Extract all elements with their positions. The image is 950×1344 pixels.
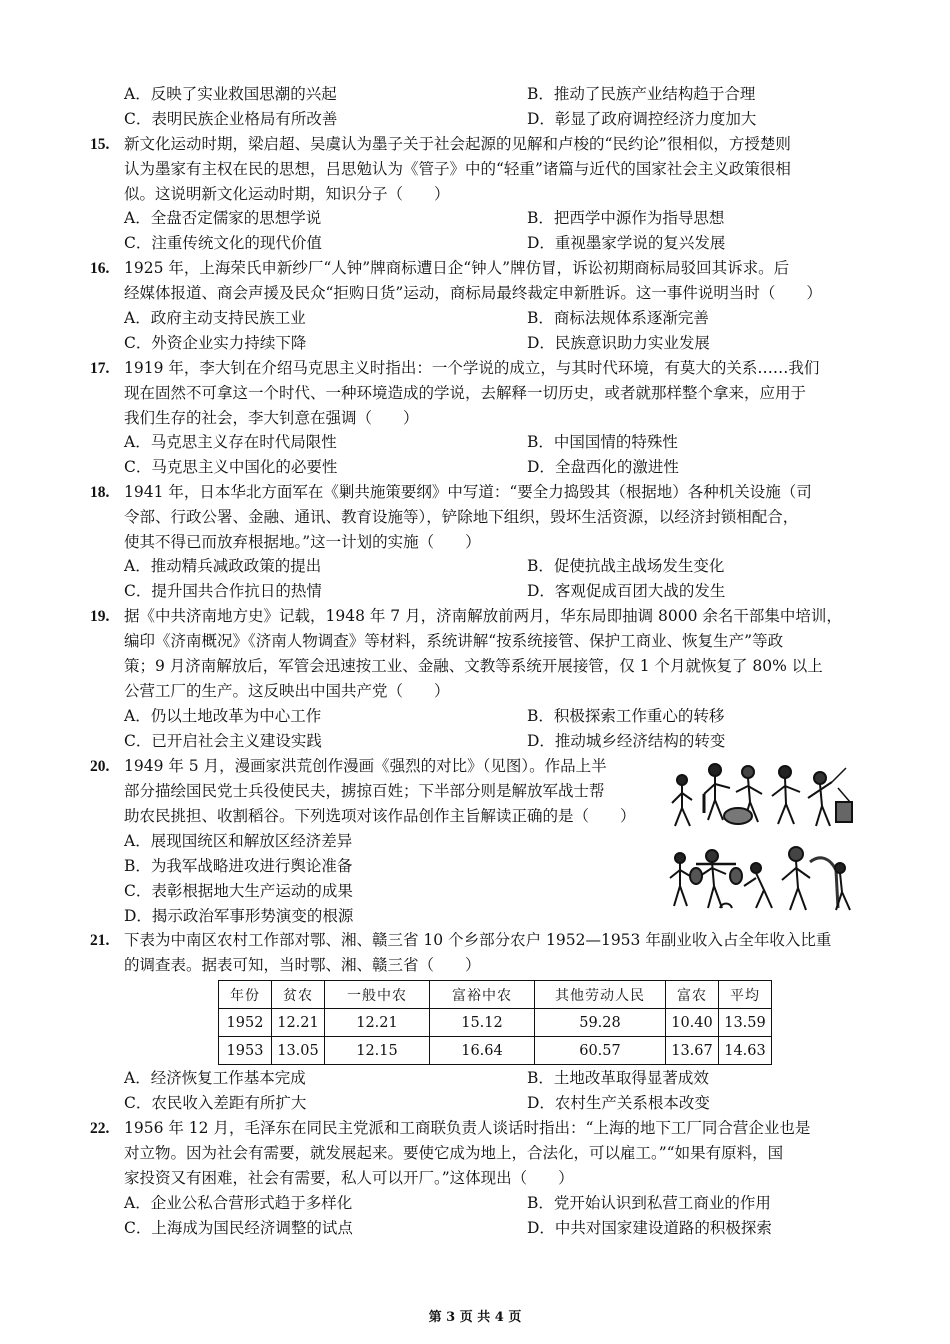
q17-option-b[interactable]: B．中国国情的特殊性	[527, 433, 678, 451]
table-header-cell: 贫农	[272, 981, 325, 1009]
q15-option-c[interactable]: C．注重传统文化的现代价值	[124, 234, 322, 252]
q20-stem-line-1: 1949 年 5 月，漫画家洪荒创作漫画《强烈的对比》（见图）。作品上半	[124, 757, 607, 775]
table-cell: 13.59	[719, 1009, 772, 1037]
table-header-cell: 年份	[219, 981, 272, 1009]
q22-stem-line-3: 家投资又有困难，社会有需要，私人可以开厂。”这体现出（ ）	[124, 1169, 574, 1187]
table-cell: 16.64	[430, 1037, 535, 1065]
q21-stem-line-2: 的调查表。据表可知，当时鄂、湘、赣三省（ ）	[124, 956, 481, 974]
q17-stem-line-2: 现在固然不可拿这一个时代、一种环境造成的学说，去解释一切历史，或者就那样整个拿来，应用于	[124, 384, 807, 402]
cartoon-illustration	[660, 758, 860, 928]
table-cell: 12.21	[272, 1009, 325, 1037]
q19-number: 19.	[90, 608, 110, 625]
q17-option-d[interactable]: D．全盘西化的激进性	[527, 458, 679, 476]
cartoon-top-panel	[672, 764, 852, 826]
table-header-cell: 平均	[719, 981, 772, 1009]
q14-option-a[interactable]: A．反映了实业救国思潮的兴起	[124, 85, 337, 103]
table-header-cell: 富裕中农	[430, 981, 535, 1009]
table-cell: 12.21	[325, 1009, 430, 1037]
q19-option-a[interactable]: A．仍以土地改革为中心工作	[124, 707, 322, 725]
q18-stem-line-1: 1941 年，日本华北方面军在《剿共施策要纲》中写道：“要全力捣毁其（根据地）各种机关设施（司	[124, 483, 812, 501]
table-header-cell: 其他劳动人民	[535, 981, 666, 1009]
q15-option-d[interactable]: D．重视墨家学说的复兴发展	[527, 234, 726, 252]
q22-stem-line-1: 1956 年 12 月，毛泽东在同民主党派和工商联负责人谈话时指出：“上海的地下工厂同合营企业也是	[124, 1119, 811, 1137]
q16-option-d[interactable]: D．民族意识助力实业发展	[527, 334, 710, 352]
q17-stem-line-3: 我们生存的社会，李大钊意在强调（ ）	[124, 409, 419, 427]
q15-stem-line-3: 似。这说明新文化运动时期，知识分子（ ）	[124, 185, 450, 203]
q16-stem-line-2: 经媒体报道、商会声援及民众“拒购日货”运动，商标局最终裁定申新胜诉。这一事件说明当时（ ）	[124, 284, 822, 302]
table-header-row	[219, 981, 772, 1009]
q22-option-d[interactable]: D．中共对国家建设道路的积极探索	[527, 1219, 772, 1237]
q19-option-d[interactable]: D．推动城乡经济结构的转变	[527, 732, 726, 750]
q22-stem-line-2: 对立物。因为社会有需要，就发展起来。要使它成为地上，合法化，可以雇工。”“如果有原料，国	[124, 1144, 784, 1162]
table-cell: 13.67	[666, 1037, 719, 1065]
q18-option-c[interactable]: C．提升国共合作抗日的热情	[124, 582, 322, 600]
q21-option-a[interactable]: A．经济恢复工作基本完成	[124, 1069, 306, 1087]
q21-option-c[interactable]: C．农民收入差距有所扩大	[124, 1094, 307, 1112]
table-cell: 1952	[219, 1009, 272, 1037]
q14-option-b[interactable]: B．推动了民族产业结构趋于合理	[527, 85, 756, 103]
q19-stem-line-3: 策；9 月济南解放后，军管会迅速按工业、金融、文教等系统开展接管，仅 1 个月就恢复了 80% 以上	[124, 657, 823, 675]
q20-option-b[interactable]: B．为我军战略进攻进行舆论准备	[124, 857, 353, 875]
q15-option-b[interactable]: B．把西学中源作为指导思想	[527, 209, 725, 227]
q16-number: 16.	[90, 260, 110, 277]
q20-option-a[interactable]: A．展现国统区和解放区经济差异	[124, 832, 353, 850]
table-cell: 12.15	[325, 1037, 430, 1065]
table-cell: 10.40	[666, 1009, 719, 1037]
q22-number: 22.	[90, 1120, 110, 1137]
q21-option-b[interactable]: B．土地改革取得显著成效	[527, 1069, 709, 1087]
q15-option-a[interactable]: A．全盘否定儒家的思想学说	[124, 209, 322, 227]
q20-number: 20.	[90, 758, 110, 775]
q19-stem-line-2: 编印《济南概况》《济南人物调查》等材料，系统讲解“按系统接管、保护工商业、恢复生产”等政	[124, 632, 784, 650]
q22-option-c[interactable]: C．上海成为国民经济调整的试点	[124, 1219, 353, 1237]
q15-number: 15.	[90, 136, 110, 153]
table-cell: 15.12	[430, 1009, 535, 1037]
q16-option-a[interactable]: A．政府主动支持民族工业	[124, 309, 306, 327]
table-header-cell: 一般中农	[325, 981, 430, 1009]
page-footer: 第 3 页 共 4 页	[428, 1310, 522, 1325]
q19-option-c[interactable]: C．已开启社会主义建设实践	[124, 732, 322, 750]
table-row	[219, 1009, 772, 1037]
q20-option-d[interactable]: D．揭示政治军事形势演变的根源	[124, 907, 354, 925]
q19-stem-line-1: 据《中共济南地方史》记载，1948 年 7 月，济南解放前两月，华东局即抽调 8000 余名干部集中培训，	[124, 607, 842, 625]
q17-option-a[interactable]: A．马克思主义存在时代局限性	[124, 433, 337, 451]
table-cell: 59.28	[535, 1009, 666, 1037]
q21-option-d[interactable]: D．农村生产关系根本改变	[527, 1094, 710, 1112]
q17-option-c[interactable]: C．马克思主义中国化的必要性	[124, 458, 338, 476]
q22-option-b[interactable]: B．党开始认识到私营工商业的作用	[527, 1194, 771, 1212]
q15-stem-line-1: 新文化运动时期，梁启超、吴虞认为墨子关于社会起源的见解和卢梭的“民约论”很相似，方授楚则	[124, 135, 791, 153]
q20-stem-line-2: 部分描绘国民党士兵役使民夫，掳掠百姓；下半部分则是解放军战士帮	[124, 782, 605, 800]
q17-stem-line-1: 1919 年，李大钊在介绍马克思主义时指出：一个学说的成立，与其时代环境，有莫大的关系……我们	[124, 359, 820, 377]
q16-stem-line-1: 1925 年，上海荣氏申新纱厂“人钟”牌商标遭日企“钟人”牌仿冒，诉讼初期商标局驳回其诉求。后	[124, 259, 790, 277]
survey-table	[218, 980, 772, 1065]
table-header-cell: 富农	[666, 981, 719, 1009]
q15-stem-line-2: 认为墨家有主权在民的思想，吕思勉认为《管子》中的“轻重”诸篇与近代的国家社会主义政策很相	[124, 160, 791, 178]
q18-number: 18.	[90, 484, 110, 501]
table-cell: 60.57	[535, 1037, 666, 1065]
q22-option-a[interactable]: A．企业公私合营形式趋于多样化	[124, 1194, 353, 1212]
q19-stem-line-4: 公营工厂的生产。这反映出中国共产党（ ）	[124, 682, 450, 700]
q14-option-d[interactable]: D．彰显了政府调控经济力度加大	[527, 110, 757, 128]
q18-option-b[interactable]: B．促使抗战主战场发生变化	[527, 557, 725, 575]
q20-option-c[interactable]: C．表彰根据地大生产运动的成果	[124, 882, 353, 900]
cartoon-bottom-panel	[670, 847, 850, 910]
table-row	[219, 1037, 772, 1065]
q18-stem-line-3: 使其不得已而放弃根据地。”这一计划的实施（ ）	[124, 533, 481, 551]
q18-option-a[interactable]: A．推动精兵减政政策的提出	[124, 557, 322, 575]
q21-number: 21.	[90, 932, 110, 949]
q14-option-c[interactable]: C．表明民族企业格局有所改善	[124, 110, 338, 128]
table-cell: 14.63	[719, 1037, 772, 1065]
q18-stem-line-2: 令部、行政公署、金融、通讯、教育设施等），铲除地下组织，毁坏生活资源，以经济封锁相配合，	[124, 508, 799, 526]
q19-option-b[interactable]: B．积极探索工作重心的转移	[527, 707, 725, 725]
q20-stem-line-3: 助农民挑担、收割稻谷。下列选项对该作品创作主旨解读正确的是（ ）	[124, 807, 636, 825]
q16-option-b[interactable]: B．商标法规体系逐渐完善	[527, 309, 709, 327]
q18-option-d[interactable]: D．客观促成百团大战的发生	[527, 582, 726, 600]
table-cell: 13.05	[272, 1037, 325, 1065]
q16-option-c[interactable]: C．外资企业实力持续下降	[124, 334, 307, 352]
q17-number: 17.	[90, 360, 110, 377]
q21-stem-line-1: 下表为中南区农村工作部对鄂、湘、赣三省 10 个乡部分农户 1952—1953 年副业收入占全年收入比重	[124, 931, 832, 949]
table-cell: 1953	[219, 1037, 272, 1065]
